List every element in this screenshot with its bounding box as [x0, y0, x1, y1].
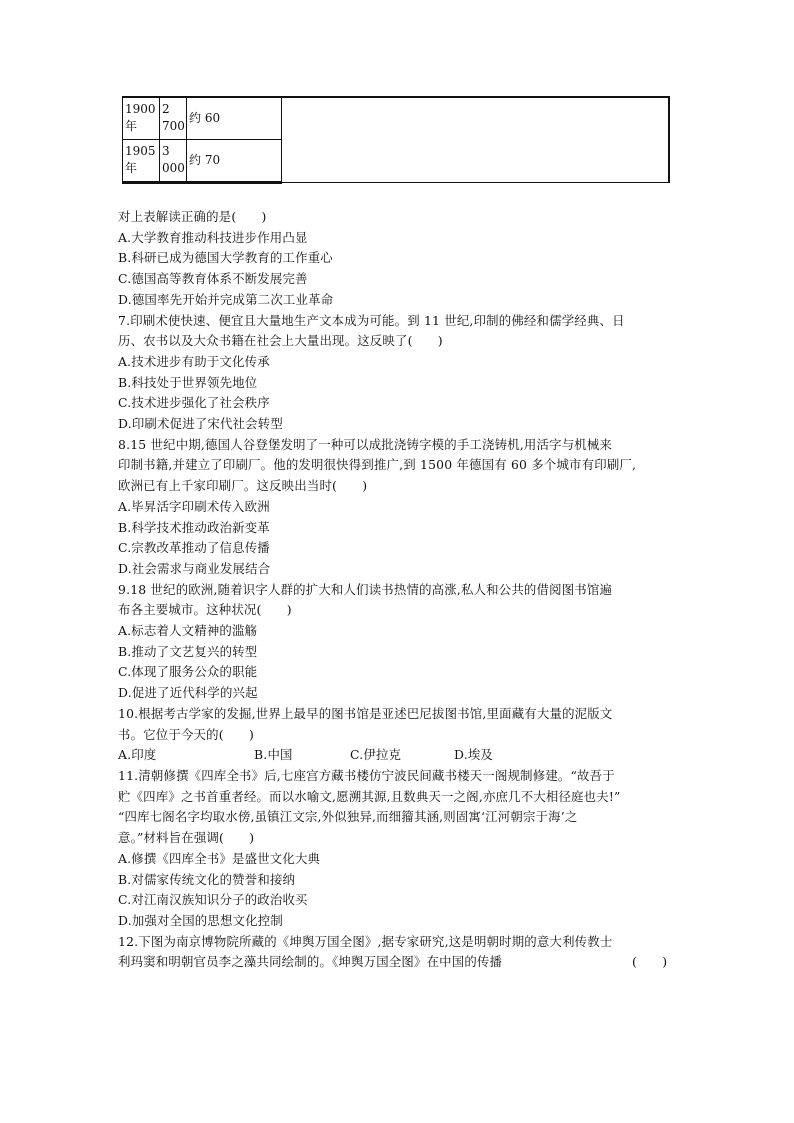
table-row [123, 97, 670, 139]
share-cell: 约 70 [187, 139, 282, 182]
option-line: B.科学技术推动政治新变革 [118, 519, 270, 535]
option-line: B.对儒家传统文化的赞誉和接纳 [118, 871, 296, 887]
question-line: 7.印刷术使快速、便宜且大量地生产文本成为可能。到 11 世纪,印制的佛经和儒学经典、日 [118, 312, 625, 328]
option-line: B.推动了文艺复兴的转型 [118, 643, 258, 659]
option-line: D.印刷术促进了宋代社会转型 [118, 416, 283, 432]
option-line: D.促进了近代科学的兴起 [118, 685, 258, 701]
option-line: B.科研已成为德国大学教育的工作重心 [118, 250, 333, 266]
question-line: 欧洲已有上千家印刷厂。这反映出当时( ) [118, 478, 368, 494]
option-line: C.德国高等教育体系不断发展完善 [118, 271, 308, 287]
option-b: B.中国 [254, 747, 293, 763]
option-line: A.标志着人文精神的滥觞 [118, 623, 258, 639]
question-line: 贮《四库》之书首重者经。而以水喻文,愿溯其源,且数典天一之阁,亦庶几不大相径庭也夫!” [118, 788, 621, 804]
question-line: “四库七阁名字均取水傍,虽镇江文宗,外似独异,而细籀其涵,则固寓‘江河朝宗于海’之 [118, 809, 578, 825]
option-line: D.社会需求与商业发展结合 [118, 560, 271, 576]
answer-paren: ( ) [632, 954, 668, 970]
question-line: 印制书籍,并建立了印刷厂。他的发明很快得到推广,到 1500 年德国有 60 多个城市有印刷厂, [118, 457, 637, 473]
option-line: A.大学教育推动科技进步作用凸显 [118, 229, 308, 245]
option-line: B.科技处于世界领先地位 [118, 374, 258, 390]
question-line: 8.15 世纪中期,德国人谷登堡发明了一种可以成批浇铸字模的手工浇铸机,用活字与机械来 [118, 436, 613, 452]
question-line: 历、农书以及大众书籍在社会上大量出现。这反映了( ) [118, 333, 443, 349]
empty-cell [282, 97, 670, 183]
question-line [118, 952, 678, 973]
option-line: D.德国率先开始并完成第二次工业革命 [118, 291, 334, 307]
option-line: C.体现了服务公众的职能 [118, 664, 258, 680]
option-line: A.毕昇活字印刷术传入欧洲 [118, 498, 270, 514]
question-line: 意。”材料旨在强调( ) [118, 830, 255, 846]
question-line: 布各主要城市。这种状况( ) [118, 602, 292, 618]
option-line: C.技术进步强化了社会秩序 [118, 395, 270, 411]
question-line: 10.根据考古学家的发掘,世界上最早的图书馆是亚述巴尼拔图书馆,里面藏有大量的泥版文 [118, 705, 613, 721]
text-line: 对上表解读正确的是( ) [118, 209, 267, 224]
option-d: D.埃及 [454, 747, 494, 763]
option-a: A.印度 [118, 747, 157, 763]
question-line: 9.18 世纪的欧洲,随着识字人群的扩大和人们读书热情的高涨,私人和公共的借阅图书馆遍 [118, 581, 613, 597]
count-cell: 2 700 [160, 97, 187, 139]
year-cell: 1900年 [123, 97, 160, 139]
question-last-text: 利玛窦和明朝官员李之藻共同绘制的。《坤舆万国全图》在中国的传播 [118, 954, 503, 970]
option-line: A.修撰《四库全书》是盛世文化大典 [118, 850, 321, 866]
option-line: D.加强对全国的思想文化控制 [118, 912, 283, 928]
question-text [118, 207, 678, 973]
data-table [122, 96, 670, 184]
option-row [118, 745, 678, 766]
question-line: 书。它位于今天的( ) [118, 726, 254, 742]
option-c: C.伊拉克 [350, 747, 402, 763]
question-line: 11.清朝修撰《四库全书》后,七座宫方藏书楼仿宁波民间藏书楼天一阁规制修建。“故吾于 [118, 767, 615, 783]
share-cell: 约 60 [187, 97, 282, 139]
count-cell: 3 000 [160, 139, 187, 182]
option-line: C.对江南汉族知识分子的政治收买 [118, 892, 308, 908]
option-line: C.宗教改革推动了信息传播 [118, 540, 270, 556]
year-cell: 1905年 [123, 139, 160, 182]
option-line: A.技术进步有助于文化传承 [118, 353, 270, 369]
question-line: 12.下图为南京博物院所藏的《坤舆万国全图》,据专家研究,这是明朝时期的意大利传教士 [118, 933, 613, 949]
